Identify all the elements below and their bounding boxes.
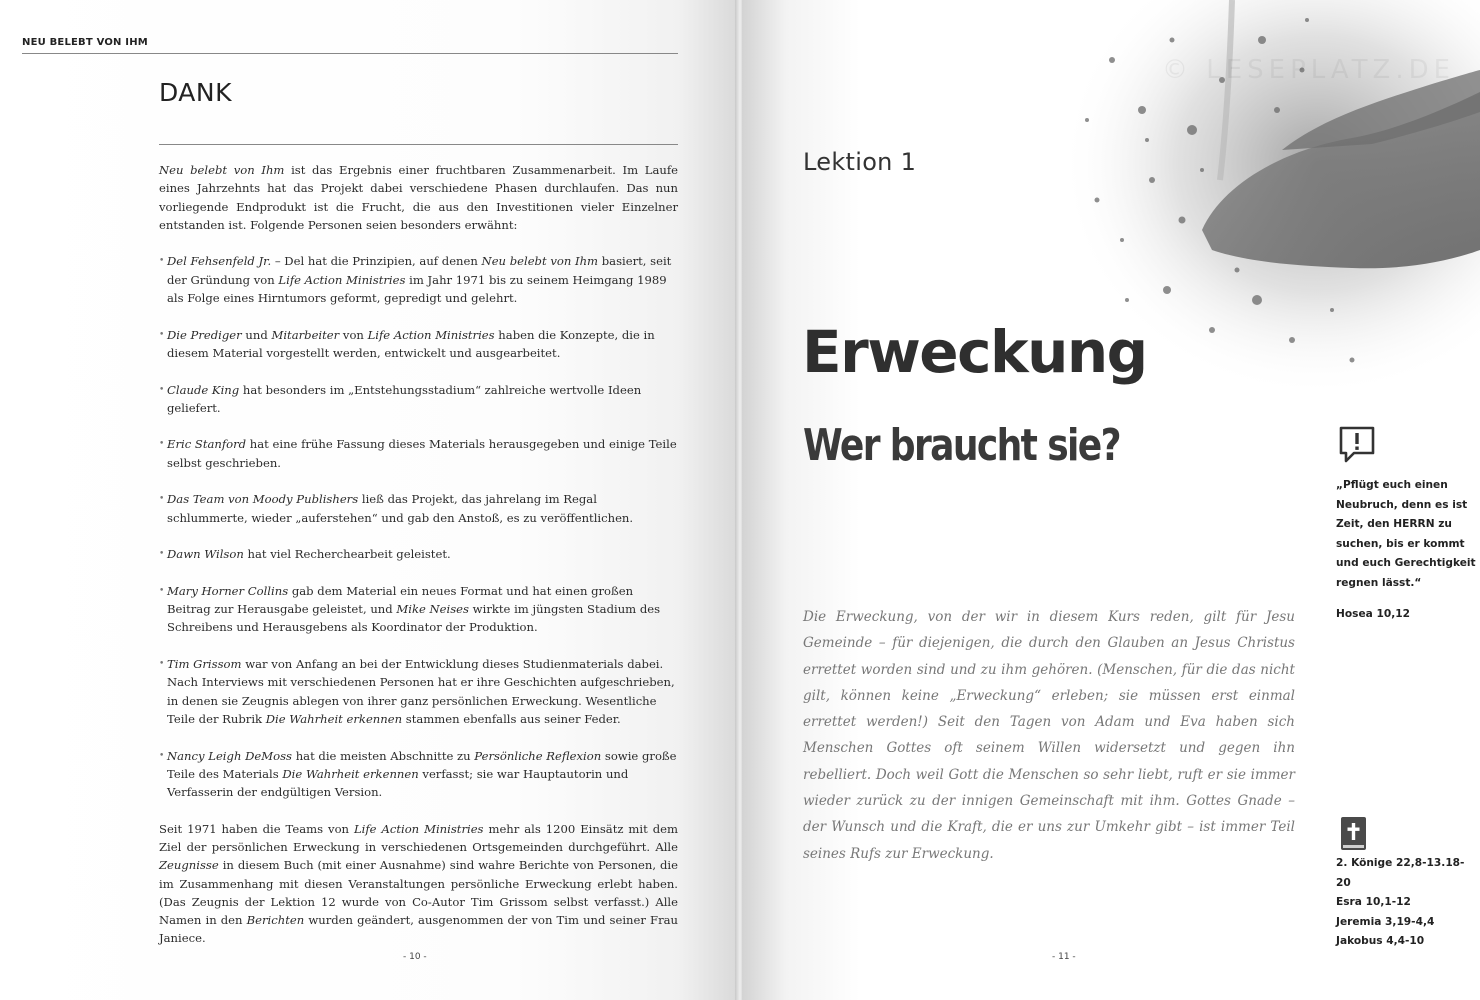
list-item	[159, 381, 678, 418]
page-number: - 11 -	[1052, 952, 1076, 962]
list-item: Jakobus 4,4-10	[1336, 935, 1425, 947]
quote-text: „Pflügt euch einen Neubruch, denn es ist Zeit, den HERRN zu suchen, bis er kommt und euch Gerechtigkeit regnen lässt.“	[1336, 479, 1476, 589]
closing-emphasis: Zeugnisse	[159, 858, 219, 873]
item-text: im Jahr 1971 bis zu seinem Heimgang 1989 als Folge eines Hirntumors geformt, gepredigt und gelehrt.	[167, 272, 667, 306]
page-number: - 10 -	[403, 952, 427, 962]
page-title: DANK	[159, 78, 233, 107]
closing-emphasis: Berichten	[246, 913, 305, 928]
contributor-list	[159, 252, 678, 801]
contributor-name: Das Team von Moody Publishers	[167, 492, 359, 507]
item-text: – Del hat die Prinzipien, auf denen	[271, 254, 482, 269]
item-text: sowie große Teile des Materials	[167, 748, 677, 781]
acknowledgements-body	[159, 161, 678, 948]
watermark: © LESEPLATZ.DE	[1162, 55, 1456, 85]
closing-text: Seit 1971 haben die Teams von	[159, 821, 354, 836]
lesson-intro: Die Erweckung, von der wir in diesem Kurs reden, gilt für Jesu Gemeinde – für diejenigen, die durch den Glauben an Jesus Christus errettet worden sind und zu ihm gehören. (Menschen, für die das nicht gilt, können keine „Erweckung“ erleben; sie müssen erst einmal errettet werden!) Seit den Tagen von Adam und Eva haben sich Menschen Gottes oft seinem Willen widersetzt und gegen ihn rebelliert. Doch weil Gott die Menschen so sehr liebt, ruft er sie immer wieder zurück zu der innigen Gemeinschaft mit ihm. Gottes Gnade – der Wunsch und die Kraft, die er uns zur Umkehr gibt – ist immer Teil seines Rufs zur Erweckung.	[803, 609, 1295, 862]
list-item	[159, 747, 678, 802]
closing-text: mehr als 1200 Einsätz mit dem Ziel der persönlichen Erweckung in verschiedenen Ortsgemeinden durchgeführt. Alle	[159, 821, 678, 854]
contributor-name: Tim Grissom	[167, 657, 242, 672]
intro-paragraph	[159, 161, 678, 234]
closing-text: wurden geändert, ausgenommen der von Tim und seiner Frau Janiece.	[159, 913, 679, 946]
item-emphasis: Life Action Ministries	[367, 327, 495, 342]
item-emphasis: Die Wahrheit erkennen	[282, 766, 419, 781]
list-item: 2. Könige 22,8-13.18-20	[1336, 857, 1465, 889]
item-text: hat viel Recherchearbeit geleistet.	[243, 547, 451, 562]
item-text: wirkte im jüngsten Stadium des Schreibens und Herausgebens als Koordinator der Produktion.	[167, 602, 661, 635]
list-item	[159, 490, 678, 527]
running-head-rule	[22, 53, 678, 54]
list-item	[159, 252, 678, 307]
item-emphasis: Life Action Ministries	[278, 272, 406, 287]
contributor-name: Die Prediger	[167, 327, 242, 342]
book-title: Neu belebt von Ihm	[159, 163, 285, 177]
lesson-title: Erweckung	[802, 318, 1147, 386]
closing-text: in diesem Buch (mit einer Ausnahme) sind wahre Berichte von Personen, die im Zusammenhang mit diesen Veranstaltungen persönliche Erweckung erlebt haben. (Das Zeugnis der Lektion 12 wurde von Co-Autor Tim Grissom selbst verfasst.) Alle Namen in den	[159, 858, 678, 928]
item-text: basiert, seit der Gründung von	[167, 254, 672, 287]
list-item	[159, 326, 678, 363]
item-text: war von Anfang an bei der Entwicklung dieses Studienmaterials dabei. Nach Interviews mit verschiedenen Personen hat er ihre Geschichten aufgeschrieben, in denen sie Zeugnis ablegen von ihrer ganz persönlichen Erweckung. Wesentliche Teile der Rubrik	[167, 657, 675, 726]
list-item	[159, 435, 678, 472]
contributor-name: Mike Neises	[396, 602, 469, 617]
bible-icon	[1340, 816, 1368, 852]
contributor-name: Claude King	[167, 382, 240, 397]
item-text: hat eine frühe Fassung dieses Materials herausgegeben und einige Teile selbst geschrieben.	[167, 437, 677, 470]
intro-text: ist das Ergebnis einer fruchtbaren Zusammenarbeit. Im Laufe eines Jahrzehnts hat das Projekt dabei verschiedene Phasen durchlaufen. Das nun vorliegende Endprodukt ist die Frucht, die aus den Investitionen vieler Einzelner entstanden ist. Folgende Personen seien besonders erwähnt:	[159, 163, 678, 232]
item-text: hat besonders im „Entstehungsstadium“ zahlreiche wertvolle Ideen geliefert.	[167, 382, 642, 415]
list-item: Jeremia 3,19-4,4	[1336, 915, 1435, 928]
item-text: von	[339, 327, 368, 342]
contributor-name: Nancy Leigh DeMoss	[167, 748, 293, 763]
right-page	[742, 0, 1480, 1000]
contributor-name: Dawn Wilson	[167, 547, 244, 562]
item-emphasis: Persönliche Reflexion	[474, 748, 602, 763]
item-text: und	[241, 327, 272, 342]
item-text: gab dem Material ein neues Format und hat einen großen Beitrag zur Herausgabe geleistet, und	[167, 583, 634, 617]
scripture-quote	[1336, 476, 1476, 625]
item-text: haben die Konzepte, die in diesem Material vorgestellt werden, entwickelt und ausgearbeitet.	[167, 327, 655, 360]
contributor-name: Del Fehsenfeld Jr.	[167, 254, 272, 269]
item-emphasis: Neu belebt von Ihm	[481, 254, 599, 269]
lesson-subtitle: Wer braucht sie?	[803, 420, 1120, 471]
closing-emphasis: Life Action Ministries	[353, 821, 484, 836]
lesson-label: Lektion 1	[803, 148, 917, 176]
running-head: NEU BELEBT VON IHM	[22, 37, 148, 48]
item-text: stammen ebenfalls aus seiner Feder.	[402, 711, 621, 726]
speech-bubble-exclamation-icon	[1338, 425, 1376, 465]
list-item: Esra 10,1-12	[1336, 896, 1411, 908]
item-text: verfasst; sie war Hauptautorin und Verfasserin der endgültigen Version.	[167, 766, 629, 800]
left-page	[0, 0, 738, 1000]
item-text: hat die meisten Abschnitte zu	[292, 748, 475, 763]
item-text: ließ das Projekt, das jahrelang im Regal schlummerte, wieder „auferstehen“ und gab den Anstoß, es zu veröffentlichen.	[167, 492, 634, 525]
title-rule	[159, 144, 678, 145]
contributor-name: Mary Horner Collins	[167, 583, 289, 598]
list-item	[159, 655, 678, 728]
list-item	[159, 582, 678, 637]
quote-reference: Hosea 10,12	[1336, 608, 1410, 620]
reading-list	[1336, 854, 1476, 952]
item-emphasis: Die Wahrheit erkennen	[265, 711, 403, 726]
list-item	[159, 545, 678, 563]
contributor-name: Eric Stanford	[167, 437, 247, 452]
item-emphasis: Mitarbeiter	[271, 327, 340, 342]
closing-paragraph	[159, 820, 678, 948]
